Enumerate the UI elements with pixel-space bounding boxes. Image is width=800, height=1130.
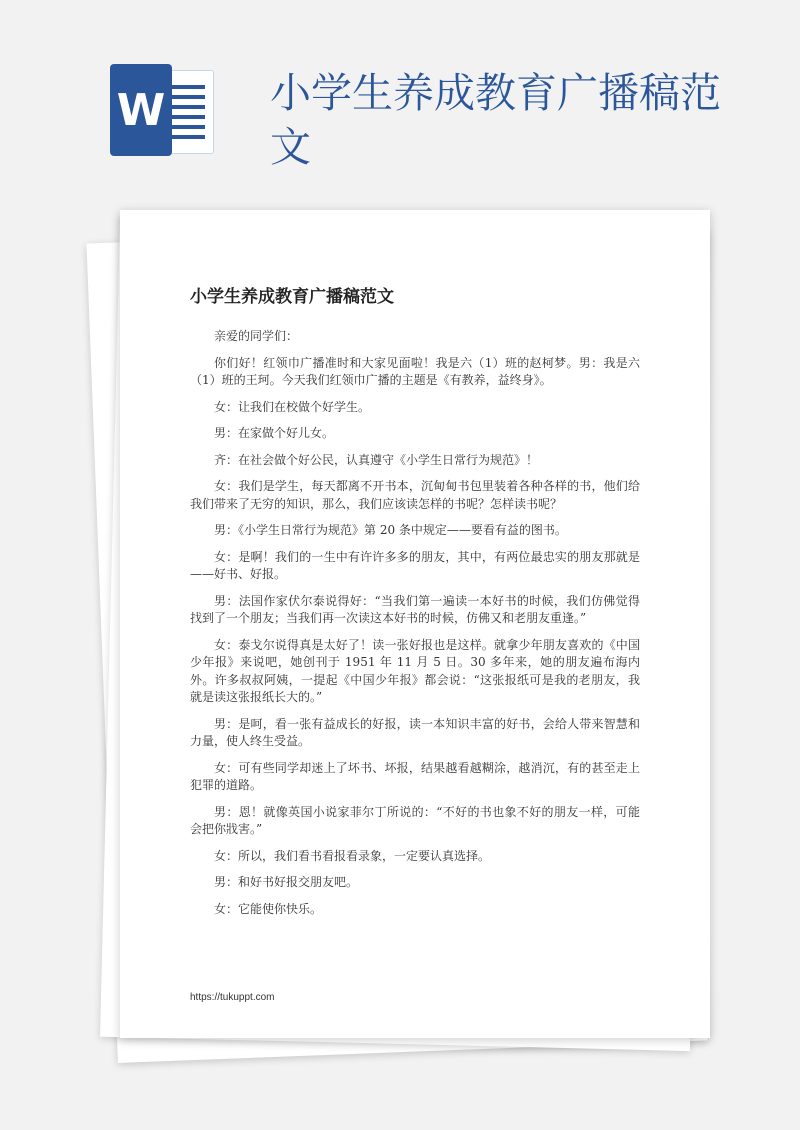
paragraph: 男：是呵，看一张有益成长的好报，读一本知识丰富的好书，会给人带来智慧和力量，使人终生受益。 (190, 716, 640, 748)
paragraph: 男：法国作家伏尔泰说得好：“当我们第一遍读一本好书的时候，我们仿佛觉得找到了一个朋友；当我们再一次读这本好书的时候，仿佛又和老朋友重逢。” (190, 593, 640, 625)
paragraph: 女：可有些同学却迷上了坏书、坏报，结果越看越糊涂，越消沉，有的甚至走上犯罪的道路。 (190, 760, 640, 792)
footer-url: https://tukuppt.com (190, 992, 275, 1003)
paragraph: 女：我们是学生，每天都离不开书本，沉甸甸书包里装着各种各样的书，他们给我们带来了无穷的知识，那么，我们应该读怎样的书呢？怎样读书呢？ (190, 479, 640, 511)
paragraph: 齐：在社会做个好公民，认真遵守《小学生日常行为规范》！ (214, 452, 539, 467)
paragraph: 女：让我们在校做个好学生。 (214, 399, 371, 414)
word-app-icon (110, 64, 214, 156)
document-body (190, 328, 640, 927)
document-page (120, 210, 710, 1038)
paragraph: 亲爱的同学们： (214, 329, 299, 343)
paragraph: 女：泰戈尔说得真是太好了！读一张好报也是这样。就拿少年朋友喜欢的《中国少年报》来说吧，她创刊于 1951 年 11 月 5 日。30 多年来，她的朋友遍布海内外。许多叔叔阿姨，一提起《中国少年报》都会说：“这张报纸可是我的老朋友，我就是读这张报纸长大的。” (190, 637, 640, 704)
banner-title: 小学生养成教育广播稿范文 (270, 69, 721, 171)
paragraph: 男：和好书好报交朋友吧。 (214, 875, 359, 889)
document-title: 小学生养成教育广播稿范文 (190, 287, 394, 307)
paragraph: 男：《小学生日常行为规范》第 20 条中规定——要看有益的图书。 (214, 523, 567, 537)
paragraph: 女：它能使你快乐。 (214, 901, 323, 916)
paragraph: 男：在家做个好儿女。 (214, 426, 335, 440)
word-letter-badge: W (110, 64, 172, 156)
paragraph: 女：是啊！我们的一生中有许许多多的朋友，其中，有两位最忠实的朋友那就是——好书、好报。 (190, 549, 640, 581)
paragraph: 女：所以，我们看书看报看录象，一定要认真选择。 (214, 848, 491, 863)
paragraph: 你们好！红领巾广播准时和大家见面啦！我是六（1）班的赵柯梦。男：我是六（1）班的王珂。今天我们红领巾广播的主题是《有教养，益终身》。 (190, 355, 640, 387)
paragraph: 男：恩！就像英国小说家菲尔丁所说的：“不好的书也象不好的朋友一样，可能会把你戕害。” (190, 804, 640, 836)
